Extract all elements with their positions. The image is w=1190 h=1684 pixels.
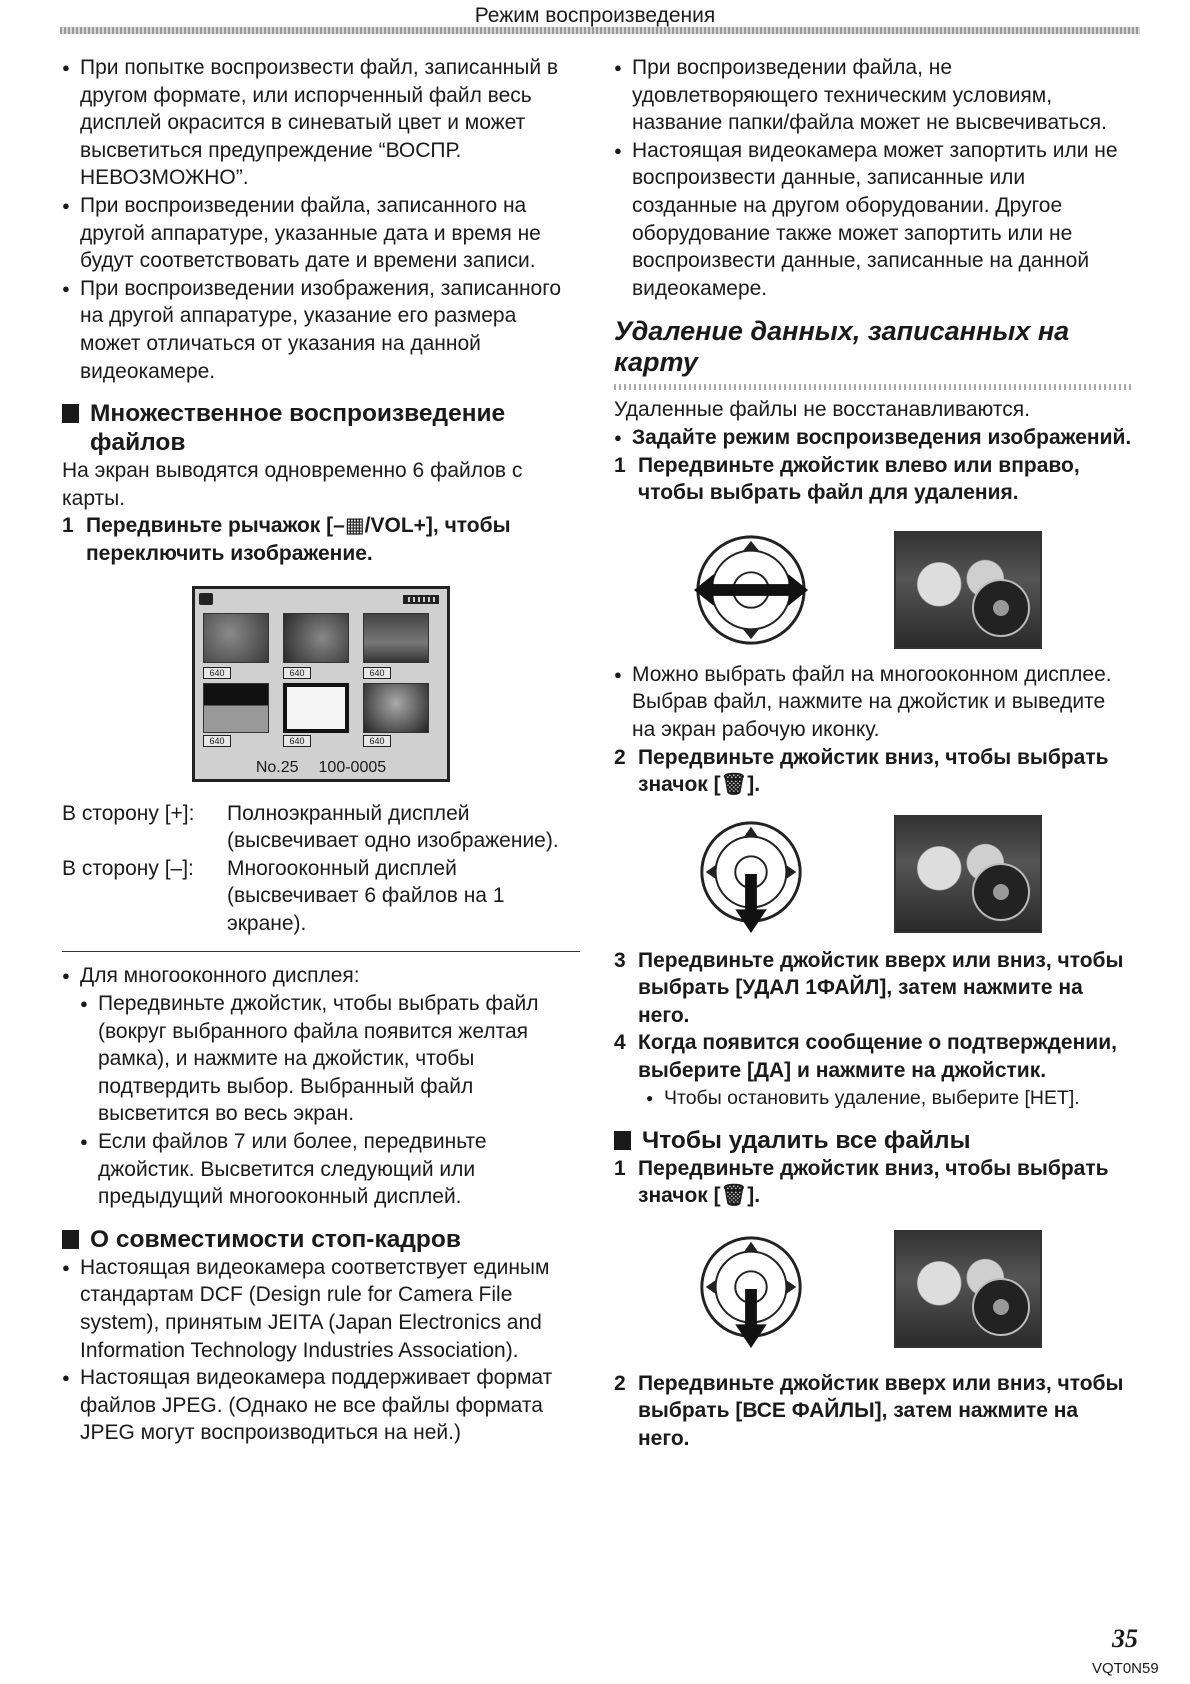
page-header: [0, 0, 1190, 34]
document-code: VQT0N59: [1092, 1660, 1159, 1677]
multi-note-sub-2: ● Если файлов 7 или более, передвиньте джойстик. Высветится следующий или предыдущий многооконный дисплей.: [62, 1128, 582, 1211]
delete-mode-bullet: ● Задайте режим воспроизведения изображений.: [614, 424, 1134, 452]
size-tag: 640: [203, 735, 231, 747]
onscreen-pad-icon: [972, 1278, 1030, 1336]
size-tag: 640: [363, 667, 391, 679]
step-text: Передвиньте джойстик вниз, чтобы выбрать значок [🗑].: [638, 1156, 1109, 1208]
screen-footer: [195, 759, 447, 777]
thumbnail-1: [203, 613, 269, 663]
left-column: [62, 54, 582, 1447]
step-text: Передвиньте джойстик вверх или вниз, чтобы выбрать [УДАЛ 1ФАЙЛ], затем нажмите на него.: [638, 948, 1124, 1027]
step-number: 1: [614, 1156, 626, 1180]
play-mode-icon: [199, 593, 213, 605]
step-number: 3: [614, 948, 626, 972]
step-text: Передвиньте джойстик влево или вправо, чтобы выбрать файл для удаления.: [638, 453, 1080, 505]
delete-step-2: [614, 744, 1134, 799]
thumbnail-5-selected: [283, 683, 349, 733]
page-number: 35: [1112, 1624, 1138, 1653]
compat-heading: О совместимости стоп-кадров: [62, 1225, 582, 1254]
compat-bullet-2: ● Настоящая видеокамера поддерживает формат файлов JPEG. (Однако не все файлы формата JPEG могут воспроизводиться на ней.): [62, 1364, 582, 1447]
size-tag: 640: [283, 735, 311, 747]
size-tag: 640: [203, 667, 231, 679]
step-text: Передвиньте рычажок [–▦/VOL+], чтобы переключить изображение.: [86, 514, 511, 565]
delete-step-4-note: ● Чтобы остановить удаление, выберите [НЕТ].: [614, 1085, 1134, 1112]
multi-note-sub-1: ● Передвиньте джойстик, чтобы выбрать файл (вокруг выбранного файла появится желтая рамка), и нажмите на джойстик, чтобы подтвердить выбор. Выбранный файл высветится во весь экран.: [62, 990, 582, 1128]
right-bullet-2: ● Настоящая видеокамера может запортить или не воспроизвести данные, записанные или созданные на другом оборудовании. Другое оборудование также может запортить или не воспроизвести данные, записанные на данной видеокамере.: [614, 137, 1134, 303]
heading-dotted-rule: [614, 384, 1134, 390]
delete-intro: Удаленные файлы не восстанавливаются.: [614, 398, 1030, 422]
step-number: 2: [614, 745, 626, 769]
plus-direction-key: В сторону [+]:: [62, 801, 195, 825]
section-square-icon: [62, 404, 79, 423]
camera-screen-photo: [894, 815, 1042, 933]
section-square-icon: [614, 1131, 631, 1150]
delete-all-step-2: [614, 1370, 1134, 1453]
minus-direction-value: Многооконный дисплей (высвечивает 6 файлов на 1 экране).: [227, 856, 505, 935]
right-column: [614, 54, 1134, 1453]
step-number: 1: [62, 514, 74, 538]
delete-all-heading: Чтобы удалить все файлы: [614, 1126, 1134, 1155]
step-text: Когда появится сообщение о подтверждении, выберите [ДА] и нажмите на джойстик.: [638, 1031, 1117, 1083]
fig-left-right: [614, 527, 1134, 655]
delete-all-step-1: [614, 1155, 1134, 1210]
step-number: 4: [614, 1031, 626, 1055]
step-number: 2: [614, 1371, 626, 1395]
compat-bullet-1: ● Настоящая видеокамера соответствует единым стандартам DCF (Design rule for Camera File system), принятым JEITA (Japan Electronics and Information Technology Industries Association).: [62, 1254, 582, 1364]
joystick-left-right-icon: [692, 531, 810, 649]
joystick-down-icon: [692, 815, 810, 933]
size-tag: 640: [283, 667, 311, 679]
minus-direction-row: [62, 855, 582, 938]
right-bullet-1: ● При воспроизведении файла, не удовлетворяющего техническим условиям, название папки/файла может не высвечиваться.: [614, 54, 1134, 137]
step-text: Передвиньте джойстик вверх или вниз, чтобы выбрать [ВСЕ ФАЙЛЫ], затем нажмите на него.: [638, 1371, 1124, 1451]
page-header-title: Режим воспроизведения: [474, 4, 716, 27]
multi-playback-heading: Множественное воспроизведение файлов: [62, 399, 582, 457]
delete-heading: Удаление данных, записанных на карту: [614, 316, 1070, 378]
multi-playback-intro: На экран выводятся одновременно 6 файлов с карты.: [62, 459, 523, 510]
folder-file-label: 100-0005: [318, 758, 387, 776]
joystick-down-icon: [692, 1230, 810, 1348]
step-number: 1: [614, 453, 626, 477]
onscreen-pad-icon: [972, 863, 1030, 921]
camera-screen-photo: [894, 531, 1042, 649]
onscreen-pad-icon: [972, 579, 1030, 637]
battery-icon: [403, 595, 439, 604]
thumbnail-3: [363, 613, 429, 663]
fig-down-1: [614, 813, 1134, 941]
fig-down-2: [614, 1228, 1134, 1356]
thumbnail-6: [363, 683, 429, 733]
intro-bullet-3: ● При воспроизведении изображения, записанного на другой аппаратуре, указание его размера может отличаться от указания на данной видеокамере.: [62, 275, 582, 385]
file-number-label: No.25: [255, 758, 299, 776]
section-square-icon: [62, 1230, 79, 1249]
thumbnail-4: [203, 683, 269, 733]
multi-step-1: [62, 512, 582, 567]
divider: [62, 951, 580, 952]
intro-bullet-2: ● При воспроизведении файла, записанного на другой аппаратуре, указанные дата и время не будут соответствовать дате и времени записи.: [62, 192, 582, 275]
multi-display-screen: [192, 586, 450, 782]
delete-step-1: [614, 452, 1134, 507]
minus-direction-key: В сторону [–]:: [62, 856, 194, 880]
thumbnail-2: [283, 613, 349, 663]
step-text: Передвиньте джойстик вниз, чтобы выбрать значок [🗑].: [638, 745, 1109, 797]
header-rule: [60, 27, 1140, 34]
size-tag: 640: [363, 735, 391, 747]
delete-step-4: [614, 1029, 1134, 1084]
plus-direction-row: [62, 800, 582, 855]
plus-direction-value: Полноэкранный дисплей (высвечивает одно изображение).: [227, 801, 559, 853]
delete-note-1: ● Можно выбрать файл на многооконном дисплее. Выбрав файл, нажмите на джойстик и выведите на экран рабочую иконку.: [614, 661, 1134, 744]
intro-bullet-1: ● При попытке воспроизвести файл, записанный в другом формате, или испорченный файл весь дисплей окрасится в синеватый цвет и может высветиться предупреждение “ВОСПР. НЕВОЗМОЖНО”.: [62, 54, 582, 192]
delete-step-3: [614, 947, 1134, 1030]
camera-screen-photo: [894, 1230, 1042, 1348]
multi-note-heading: ● Для многооконного дисплея:: [62, 962, 582, 990]
